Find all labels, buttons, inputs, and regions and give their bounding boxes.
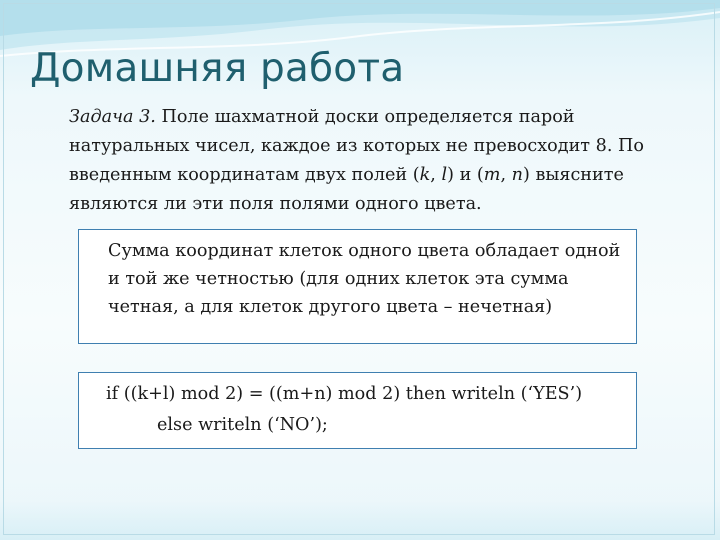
var-k: k <box>419 165 431 185</box>
code-line-else: else writeln (‘NO’); <box>157 415 328 435</box>
task-text-part: ) и ( <box>447 165 484 185</box>
task-text-part: , <box>430 165 442 185</box>
code-box <box>78 372 637 449</box>
task-text-part: Поле шахматной доски определяется парой натуральных чисел, каждое из которых не превосходит 8. По введенным координатам двух полей ( <box>69 107 644 185</box>
hint-box <box>78 229 637 344</box>
task-text-part: , <box>500 165 512 185</box>
var-m: m <box>483 165 501 185</box>
var-n: n <box>511 165 523 185</box>
task-text-part: ) выясните являются ли эти поля полями одного цвета. <box>69 165 624 214</box>
task-label: Задача 3. <box>69 107 156 127</box>
slide-title: Домашняя работа <box>30 46 405 91</box>
code-line-if: if ((k+l) mod 2) = ((m+n) mod 2) then writeln (‘YES’) <box>106 384 583 404</box>
task-statement <box>69 103 694 219</box>
var-l: l <box>441 165 448 185</box>
hint-text: Сумма координат клеток одного цвета обладает одной и той же четностью (для одних клеток эта сумма четная, а для клеток другого цвета – нечетная) <box>108 241 621 317</box>
